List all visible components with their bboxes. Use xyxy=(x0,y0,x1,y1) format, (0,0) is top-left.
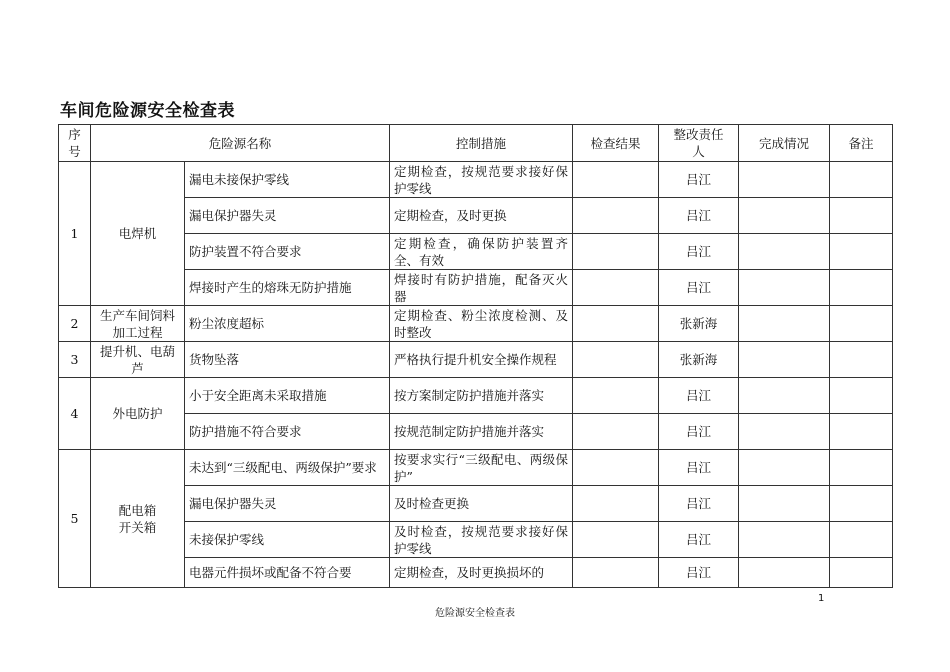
hazard-source-name: 配电箱 开关箱 xyxy=(91,450,185,588)
remark-cell xyxy=(830,522,893,558)
page-number: 1 xyxy=(818,593,825,604)
row-seq: 5 xyxy=(59,450,91,588)
remark-cell xyxy=(830,342,893,378)
responsible-person: 吕江 xyxy=(659,198,739,234)
control-measure: 及时检查更换 xyxy=(390,486,573,522)
table-row xyxy=(59,306,893,342)
control-measure: 及时检查，按规范要求接好保护零线 xyxy=(390,522,573,558)
responsible-person: 吕江 xyxy=(659,162,739,198)
row-seq: 4 xyxy=(59,378,91,450)
check-result-cell xyxy=(573,486,659,522)
table-row xyxy=(59,342,893,378)
completion-cell xyxy=(739,558,830,588)
completion-cell xyxy=(739,378,830,414)
completion-cell xyxy=(739,162,830,198)
completion-cell xyxy=(739,414,830,450)
completion-cell xyxy=(739,270,830,306)
table-header-row xyxy=(59,125,893,162)
completion-cell xyxy=(739,306,830,342)
check-result-cell xyxy=(573,306,659,342)
remark-cell xyxy=(830,414,893,450)
completion-cell xyxy=(739,234,830,270)
check-result-cell xyxy=(573,270,659,306)
responsible-person: 吕江 xyxy=(659,522,739,558)
responsible-person: 张新海 xyxy=(659,306,739,342)
check-result-cell xyxy=(573,162,659,198)
completion-cell xyxy=(739,486,830,522)
table-row xyxy=(59,558,893,588)
responsible-person: 吕江 xyxy=(659,378,739,414)
header-responsible-person: 整改责任人 xyxy=(659,125,739,162)
header-completion-status: 完成情况 xyxy=(739,125,830,162)
table-row xyxy=(59,522,893,558)
remark-cell xyxy=(830,450,893,486)
remark-cell xyxy=(830,162,893,198)
header-hazard-name: 危险源名称 xyxy=(91,125,390,162)
check-result-cell xyxy=(573,522,659,558)
hazard-description: 焊接时产生的熔珠无防护措施 xyxy=(185,270,390,306)
control-measure: 定期检查，及时更换 xyxy=(390,198,573,234)
completion-cell xyxy=(739,198,830,234)
control-measure: 定期检查，确保防护装置齐全、有效 xyxy=(390,234,573,270)
responsible-person: 吕江 xyxy=(659,558,739,588)
check-result-cell xyxy=(573,378,659,414)
completion-cell xyxy=(739,522,830,558)
table-row xyxy=(59,234,893,270)
footer-caption: 危险源安全检查表 xyxy=(435,608,515,619)
header-control-measures: 控制措施 xyxy=(390,125,573,162)
hazard-description: 小于安全距离未采取措施 xyxy=(185,378,390,414)
responsible-person: 吕江 xyxy=(659,486,739,522)
page-title: 车间危险源安全检查表 xyxy=(60,101,235,121)
responsible-person: 吕江 xyxy=(659,414,739,450)
control-measure: 定期检查、粉尘浓度检测、及时整改 xyxy=(390,306,573,342)
control-measure: 按要求实行“三级配电、两级保护” xyxy=(390,450,573,486)
completion-cell xyxy=(739,450,830,486)
control-measure: 按方案制定防护措施并落实 xyxy=(390,378,573,414)
control-measure: 定期检查，按规范要求接好保护零线 xyxy=(390,162,573,198)
hazard-source-name: 提升机、电葫芦 xyxy=(91,342,185,378)
hazard-description: 防护装置不符合要求 xyxy=(185,234,390,270)
remark-cell xyxy=(830,198,893,234)
hazard-description: 货物坠落 xyxy=(185,342,390,378)
remark-cell xyxy=(830,270,893,306)
remark-cell xyxy=(830,378,893,414)
hazard-description: 防护措施不符合要求 xyxy=(185,414,390,450)
responsible-person: 吕江 xyxy=(659,270,739,306)
check-result-cell xyxy=(573,414,659,450)
row-seq: 1 xyxy=(59,162,91,306)
check-result-cell xyxy=(573,234,659,270)
responsible-person: 吕江 xyxy=(659,450,739,486)
hazard-description: 粉尘浓度超标 xyxy=(185,306,390,342)
table-row xyxy=(59,198,893,234)
check-result-cell xyxy=(573,342,659,378)
hazard-source-name: 外电防护 xyxy=(91,378,185,450)
control-measure: 按规范制定防护措施并落实 xyxy=(390,414,573,450)
row-seq: 2 xyxy=(59,306,91,342)
remark-cell xyxy=(830,486,893,522)
hazard-source-name: 电焊机 xyxy=(91,162,185,306)
check-result-cell xyxy=(573,198,659,234)
header-seq: 序号 xyxy=(59,125,91,162)
table-row xyxy=(59,162,893,198)
control-measure: 严格执行提升机安全操作规程 xyxy=(390,342,573,378)
responsible-person: 张新海 xyxy=(659,342,739,378)
header-check-result: 检查结果 xyxy=(573,125,659,162)
hazard-description: 漏电保护器失灵 xyxy=(185,486,390,522)
table-row xyxy=(59,450,893,486)
table-row xyxy=(59,486,893,522)
hazard-description: 未达到“三级配电、两级保护”要求 xyxy=(185,450,390,486)
header-remarks: 备注 xyxy=(830,125,893,162)
control-measure: 定期检查，及时更换损坏的 xyxy=(390,558,573,588)
hazard-description: 未接保护零线 xyxy=(185,522,390,558)
remark-cell xyxy=(830,306,893,342)
hazard-description: 电器元件损坏或配备不符合要 xyxy=(185,558,390,588)
table-row xyxy=(59,414,893,450)
remark-cell xyxy=(830,558,893,588)
hazard-source-name: 生产车间饲料加工过程 xyxy=(91,306,185,342)
row-seq: 3 xyxy=(59,342,91,378)
control-measure: 焊接时有防护措施，配备灭火器 xyxy=(390,270,573,306)
remark-cell xyxy=(830,234,893,270)
hazard-description: 漏电未接保护零线 xyxy=(185,162,390,198)
completion-cell xyxy=(739,342,830,378)
table-row xyxy=(59,378,893,414)
responsible-person: 吕江 xyxy=(659,234,739,270)
table-row xyxy=(59,270,893,306)
check-result-cell xyxy=(573,450,659,486)
check-result-cell xyxy=(573,558,659,588)
hazard-description: 漏电保护器失灵 xyxy=(185,198,390,234)
hazard-check-table xyxy=(58,124,893,588)
